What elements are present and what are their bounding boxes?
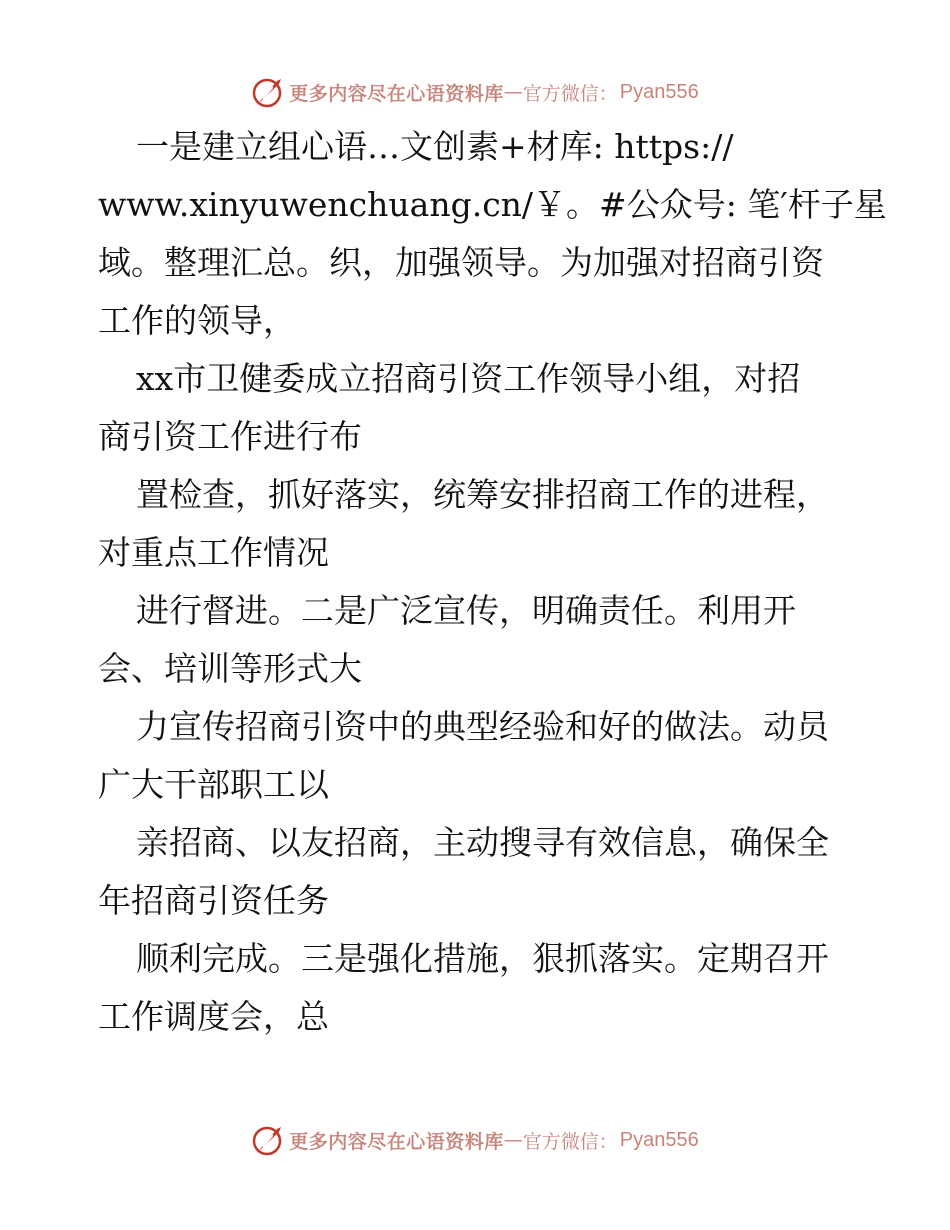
- text-line: www.xinyuwenchuang.cn/￥。#公众号: 笔′杆子星: [98, 185, 887, 224]
- header-banner: [0, 72, 950, 112]
- text-line: 对重点工作情况: [98, 533, 329, 572]
- banner-wechat-label: 官方微信：: [522, 1130, 618, 1153]
- paragraph: [98, 582, 858, 698]
- text-line: 域。整理汇总。织，加强领导。为加强对招商引资: [98, 243, 824, 282]
- text-line: xx市卫健委成立招商引资工作领导小组，对招: [136, 359, 801, 398]
- paragraph: [98, 350, 858, 466]
- banner-separator: —: [503, 81, 523, 103]
- text-line: 一是建立组心语…文创素+材库: https://: [136, 127, 734, 166]
- text-line: 工作调度会，总: [98, 997, 329, 1036]
- paragraph: [98, 814, 858, 930]
- quill-pen-circle-icon: [251, 1123, 285, 1157]
- document-body: [98, 118, 887, 1046]
- footer-banner: [0, 1120, 950, 1160]
- paragraph: [98, 466, 858, 582]
- banner-wechat-id: Pyan556: [619, 80, 699, 103]
- text-line: 进行督进。二是广泛宣传，明确责任。利用开: [136, 591, 796, 630]
- text-line: 顺利完成。三是强化措施，狠抓落实。定期召开: [136, 939, 829, 978]
- text-line: 年招商引资任务: [98, 881, 329, 920]
- banner-wechat-label: 官方微信：: [522, 82, 618, 105]
- banner-separator: —: [503, 1129, 523, 1151]
- banner-text: 更多内容尽在心语资料库: [289, 82, 504, 105]
- text-line: 置检查，抓好落实，统筹安排招商工作的进程，: [136, 475, 829, 514]
- paragraph: [98, 698, 858, 814]
- text-line: 商引资工作进行布: [98, 417, 362, 456]
- paragraph: [98, 118, 887, 350]
- banner-wechat-id: Pyan556: [619, 1128, 699, 1151]
- quill-pen-circle-icon: [251, 75, 285, 109]
- paragraph: [98, 930, 858, 1046]
- text-line: 广大干部职工以: [98, 765, 329, 804]
- text-line: 工作的领导，: [98, 301, 296, 340]
- text-line: 力宣传招商引资中的典型经验和好的做法。动员: [136, 707, 829, 746]
- text-line: 亲招商、以友招商，主动搜寻有效信息，确保全: [136, 823, 829, 862]
- text-line: 会、培训等形式大: [98, 649, 362, 688]
- banner-text: 更多内容尽在心语资料库: [289, 1130, 504, 1153]
